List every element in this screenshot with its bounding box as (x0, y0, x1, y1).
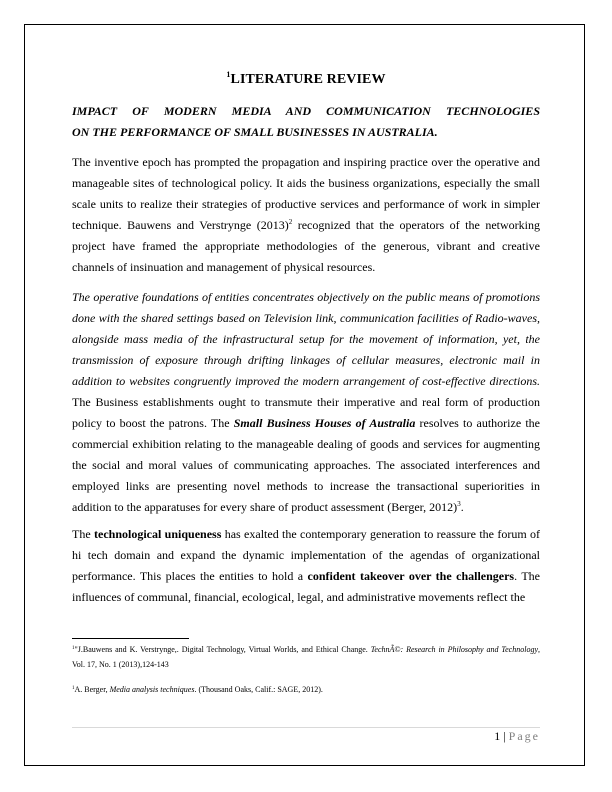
title-footnote-marker: 1 (226, 70, 231, 79)
page-number: 1 (494, 729, 501, 743)
subtitle-line-2: ON THE PERFORMANCE OF SMALL BUSINESSES IN AUSTRALIA. (72, 125, 438, 139)
footnote-2 (72, 681, 540, 697)
footnote-1-text-a: "J.Bauwens and K. Verstrynge,. Digital Technology, Virtual Worlds, and Ethical Change. (74, 645, 371, 654)
footnote-separator (72, 638, 189, 639)
paragraph-2-bold-italic: Small Business Houses of Australia (233, 416, 416, 430)
paragraph-3 (72, 524, 540, 608)
paragraph-2-text-end: . (460, 500, 464, 514)
paragraph-3-text-c: . The influences of communal, financial, ecological, legal, and administrative movements reflect the (72, 569, 540, 604)
footer-divider (72, 727, 540, 728)
footnote-1-italic: TechnÃ©: Research in Philosophy and Technology (370, 645, 538, 654)
paragraph-1 (72, 152, 540, 278)
subtitle (72, 101, 540, 143)
paragraph-3-bold-b: confident takeover over the challengers (307, 569, 515, 583)
paragraph-3-bold-a: technological uniqueness (94, 527, 222, 541)
footnote-2-text-a: A. Berger, (74, 685, 110, 694)
paragraph-1-text-a: The inventive epoch has prompted the propagation and inspiring practice over the operative and manageable sites of technological policy. It aids the business organizations, especially the small scale units to realize their strategies of productive services and performance of work in simpler technique. Bauwens and Verstrynge (2013) (72, 155, 540, 232)
page-title (72, 70, 540, 88)
paragraph-2 (72, 287, 540, 518)
footnote-2-text-b: . (Thousand Oaks, Calif.: SAGE, 2012). (194, 685, 323, 694)
page-label: Page (508, 729, 540, 743)
footnote-1-marker: 1 (72, 646, 75, 651)
footnote-1 (72, 641, 540, 672)
paragraph-2-text-b: resolves to authorize the commercial exhibition relating to the manageable dealing of goods and services for augmenting the social and moral values of communicating approaches. The associated interferences and employed links are presenting novel methods to increase the transactional superiorities in addition to the apparatuses for every share of product assessment (Berger, 2012) (72, 416, 540, 514)
paragraph-3-text-a: The (72, 527, 94, 541)
citation-2-marker: 2 (288, 218, 293, 226)
paragraph-1-text-b: recognized that the operators of the networking project have framed the appropriate methodologies of the generous, vibrant and creative channels of insinuation and management of physical resources. (72, 218, 540, 274)
subtitle-line-1: IMPACT OF MODERN MEDIA AND COMMUNICATION TECHNOLOGIES (72, 104, 540, 118)
footnote-2-marker: 1 (72, 686, 75, 691)
paragraph-3-text-b: has exalted the contemporary generation to reassure the forum of hi tech domain and expand the dynamic implementation of the agendas of organizational performance. This places the entities to hold a (72, 527, 540, 583)
citation-3-marker: 3 (457, 500, 461, 508)
footnote-2-italic: Media analysis techniques (109, 685, 195, 694)
footnote-1-text-b: , Vol. 17, No. 1 (2013),124-143 (72, 645, 540, 669)
page-separator: | (500, 729, 509, 743)
page-footer (494, 729, 540, 744)
paragraph-2-text-a: The Business establishments ought to transmute their imperative and real form of production policy to boost the patrons. The (72, 395, 540, 430)
paragraph-2-italic: The operative foundations of entities concentrates objectively on the public means of promotions done with the shared settings based on Television link, communication facilities of Radio-waves, alongside mass media of the infrastructural setup for the movement of information, yet, the transmission of exposure through drifting linkages of cellular measures, electronic mail in addition to websites congruently improved the modern arrangement of cost-effective directions. (72, 290, 540, 388)
title-text: LITERATURE REVIEW (230, 72, 386, 87)
